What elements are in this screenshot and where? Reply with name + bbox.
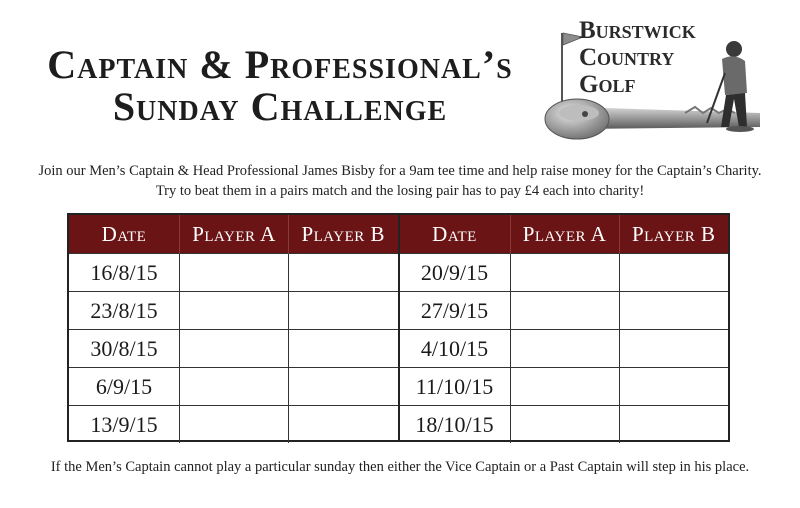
footer-note: If the Men’s Captain cannot play a particular sunday then either the Vice Captain or a Past Captain will step in his place. bbox=[50, 459, 750, 475]
player-b-cell bbox=[289, 406, 398, 444]
schedule-table bbox=[67, 213, 730, 442]
intro-text: Join our Men’s Captain & Head Professional James Bisby for a 9am tee time and help raise money for the Captain’s Charity. Try to beat them in a pairs match and the losing pair has to pay £4 each into charity! bbox=[38, 163, 762, 199]
player-b-cell bbox=[619, 254, 728, 292]
header-player-a: Player A bbox=[180, 215, 289, 254]
schedule-left bbox=[69, 215, 398, 440]
player-a-cell bbox=[180, 368, 289, 406]
table-row bbox=[400, 406, 729, 444]
date-cell: 20/9/15 bbox=[400, 254, 511, 292]
date-cell: 13/9/15 bbox=[69, 406, 180, 444]
logo-text bbox=[579, 17, 696, 98]
header-player-a: Player A bbox=[510, 215, 619, 254]
title-line-2: Sunday Challenge bbox=[112, 84, 448, 129]
date-cell: 23/8/15 bbox=[69, 292, 180, 330]
player-a-cell bbox=[180, 406, 289, 444]
player-b-cell bbox=[619, 292, 728, 330]
player-a-cell bbox=[510, 254, 619, 292]
date-cell: 18/10/15 bbox=[400, 406, 511, 444]
header-player-b: Player B bbox=[619, 215, 728, 254]
player-a-cell bbox=[180, 292, 289, 330]
date-cell: 6/9/15 bbox=[69, 368, 180, 406]
player-a-cell bbox=[510, 292, 619, 330]
player-b-cell bbox=[289, 330, 398, 368]
title-line-1: Captain & Professional’s bbox=[47, 42, 513, 87]
table-row bbox=[69, 292, 398, 330]
table-row bbox=[69, 254, 398, 292]
date-cell: 11/10/15 bbox=[400, 368, 511, 406]
table-row bbox=[69, 330, 398, 368]
date-cell: 4/10/15 bbox=[400, 330, 511, 368]
table-row bbox=[400, 292, 729, 330]
table-row bbox=[400, 330, 729, 368]
player-b-cell bbox=[289, 254, 398, 292]
logo-line-1: Burstwick bbox=[579, 17, 696, 44]
player-b-cell bbox=[619, 330, 728, 368]
player-b-cell bbox=[619, 406, 728, 444]
table-row bbox=[69, 406, 398, 444]
player-a-cell bbox=[510, 330, 619, 368]
player-a-cell bbox=[180, 254, 289, 292]
date-cell: 16/8/15 bbox=[69, 254, 180, 292]
table-row bbox=[400, 368, 729, 406]
schedule-right bbox=[398, 215, 729, 440]
header-date: Date bbox=[69, 215, 180, 254]
header-row bbox=[69, 215, 398, 254]
table-row bbox=[69, 368, 398, 406]
player-a-cell bbox=[180, 330, 289, 368]
date-cell: 27/9/15 bbox=[400, 292, 511, 330]
header-date: Date bbox=[400, 215, 511, 254]
header-player-b: Player B bbox=[289, 215, 398, 254]
date-cell: 30/8/15 bbox=[69, 330, 180, 368]
table-row bbox=[400, 254, 729, 292]
page-title bbox=[30, 44, 530, 128]
player-b-cell bbox=[289, 292, 398, 330]
club-logo bbox=[535, 15, 785, 143]
player-b-cell bbox=[619, 368, 728, 406]
header-row bbox=[400, 215, 729, 254]
player-a-cell bbox=[510, 368, 619, 406]
player-b-cell bbox=[289, 368, 398, 406]
logo-line-2: Country bbox=[579, 44, 675, 71]
player-a-cell bbox=[510, 406, 619, 444]
logo-line-3: Golf bbox=[579, 71, 636, 98]
